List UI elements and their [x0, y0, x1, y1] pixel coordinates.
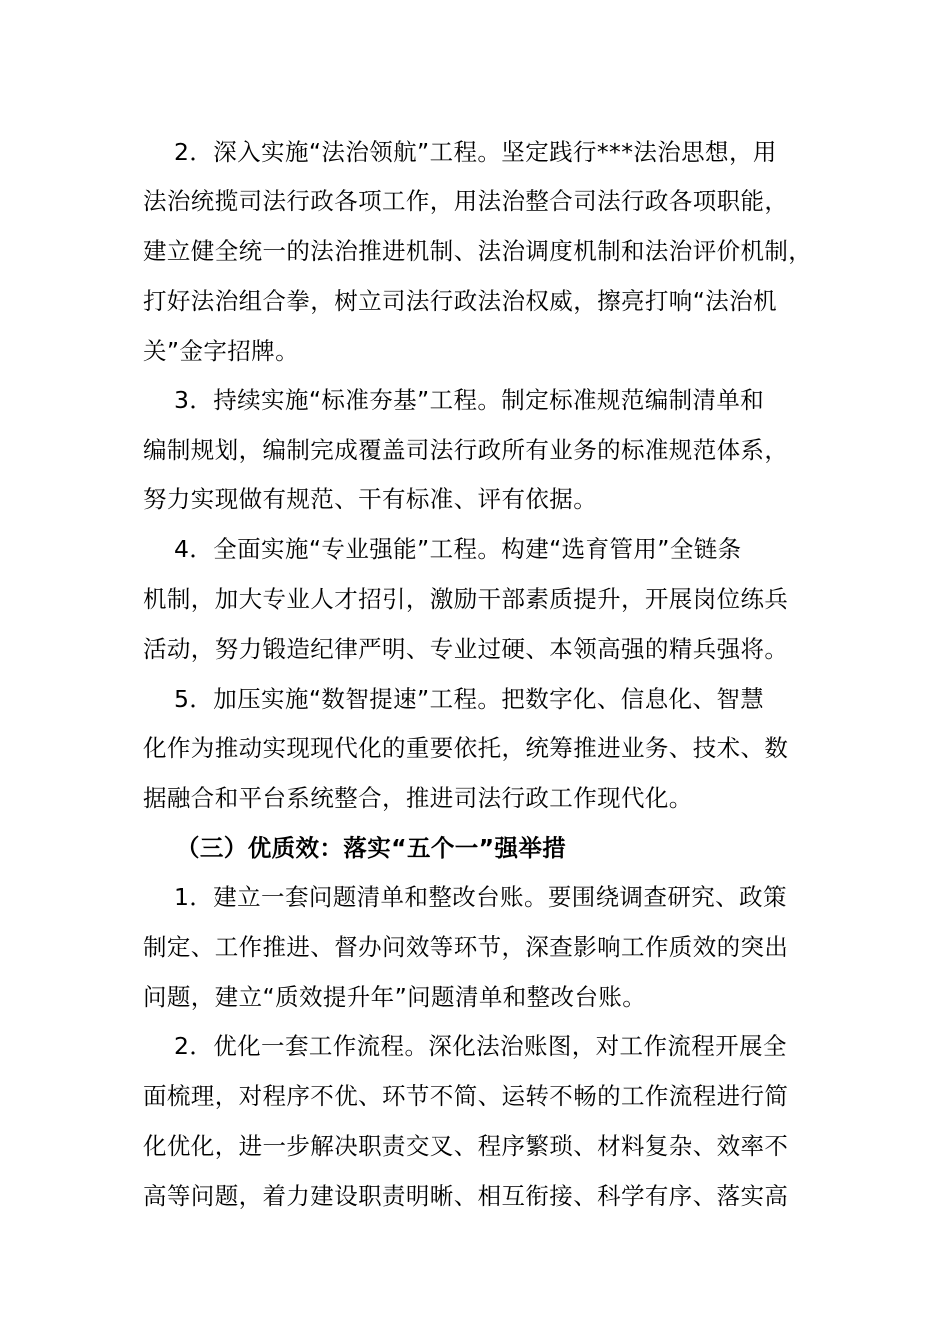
text-line: 面梳理，对程序不优、环节不简、运转不畅的工作流程进行简 — [143, 1082, 789, 1110]
text-line: 制定、工作推进、督办问效等环节，深查影响工作质效的突出 — [143, 933, 789, 961]
text-line: 打好法治组合拳，树立司法行政法治权威，擦亮打响“法治机 — [143, 287, 777, 315]
text-line: 机制，加大专业人才招引，激励干部素质提升，开展岗位练兵 — [143, 585, 789, 613]
text-line: 据融合和平台系统整合，推进司法行政工作现代化。 — [143, 784, 693, 812]
text-line: 2．优化一套工作流程。深化法治账图，对工作流程开展全 — [174, 1032, 787, 1060]
text-line: 努力实现做有规范、干有标准、评有依据。 — [143, 485, 598, 513]
text-line: 2．深入实施“法治领航”工程。坚定践行***法治思想，用 — [174, 138, 777, 166]
text-line: 高等问题，着力建设职责明晰、相互衔接、科学有序、落实高 — [143, 1182, 789, 1210]
text-line: 3．持续实施“标准夯基”工程。制定标准规范编制清单和 — [174, 386, 765, 414]
text-line: 4．全面实施“专业强能”工程。构建“选育管用”全链条 — [174, 535, 742, 563]
text-line: 编制规划，编制完成覆盖司法行政所有业务的标准规范体系， — [143, 436, 789, 464]
text-line: 1．建立一套问题清单和整改台账。要围绕调查研究、政策 — [174, 883, 787, 911]
text-line: 化作为推动实现现代化的重要依托，统筹推进业务、技术、数 — [143, 734, 789, 762]
text-line: 问题，建立“质效提升年”问题清单和整改台账。 — [143, 983, 647, 1011]
section-heading: （三）优质效：落实“五个一”强举措 — [176, 834, 567, 862]
text-line: 化优化，进一步解决职责交叉、程序繁琐、材料复杂、效率不 — [143, 1132, 789, 1160]
text-line: 法治统揽司法行政各项工作，用法治整合司法行政各项职能， — [143, 187, 789, 215]
text-line: 活动，努力锻造纪律严明、专业过硬、本领高强的精兵强将。 — [143, 635, 789, 663]
text-line: 5．加压实施“数智提速”工程。把数字化、信息化、智慧 — [174, 685, 765, 713]
text-line: 关”金字招牌。 — [143, 337, 299, 365]
text-line: 建立健全统一的法治推进机制、法治调度机制和法治评价机制， — [143, 237, 813, 265]
